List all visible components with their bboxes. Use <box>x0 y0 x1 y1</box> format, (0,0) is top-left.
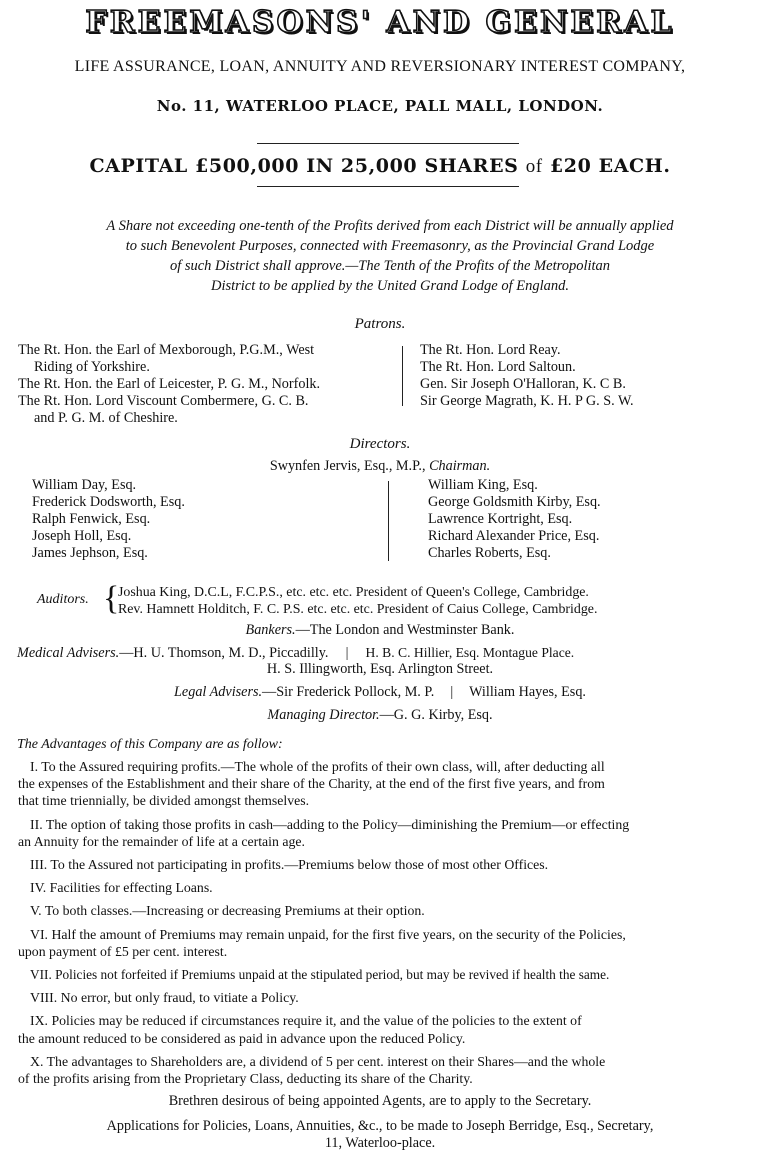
director: Ralph Fenwick, Esq. <box>32 511 151 527</box>
patron: The Rt. Hon. Lord Reay. <box>420 342 561 358</box>
medical-adviser: —H. U. Thomson, M. D., Piccadilly. <box>119 645 329 661</box>
capital-of: of <box>525 156 543 177</box>
medical-adviser: H. S. Illingworth, Esq. Arlington Street. <box>266 661 494 677</box>
managing-line <box>0 707 760 724</box>
advantage-item: VII. Policies not forfeited if Premiums unpaid at the stipulated period, but may be revived if health the same. <box>30 967 610 983</box>
director: Lawrence Kortright, Esq. <box>428 511 573 527</box>
bankers-label: Bankers. <box>245 622 296 638</box>
patron: The Rt. Hon. the Earl of Leicester, P. G. M., Norfolk. <box>18 376 321 392</box>
capital-amount: CAPITAL £500,000 IN 25,000 SHARES <box>89 155 519 177</box>
separator: | <box>345 645 349 661</box>
advantage-item: IV. Facilities for effecting Loans. <box>30 880 213 896</box>
director: Richard Alexander Price, Esq. <box>428 528 600 544</box>
advantage-item <box>18 926 753 960</box>
patron: The Rt. Hon. Lord Viscount Combermere, G. C. B. <box>18 393 309 409</box>
legal-adviser: William Hayes, Esq. <box>469 684 586 700</box>
advantage-text: the expenses of the Establishment and their share of the Charity, at the end of the first five years, and from <box>18 776 605 792</box>
advantage-text: VI. Half the amount of Premiums may remain unpaid, for the first five years, on the security of the Policies, <box>30 926 626 942</box>
patron: Sir George Magrath, K. H. P G. S. W. <box>420 393 634 409</box>
advantage-item: VIII. No error, but only fraud, to vitiate a Policy. <box>30 990 299 1006</box>
legal-line <box>0 684 760 701</box>
secretary-address: 11, Waterloo-place. <box>324 1135 436 1151</box>
patron: Riding of Yorkshire. <box>34 359 150 375</box>
company-address: No. 11, WATERLOO PLACE, PALL MALL, LONDON. <box>156 97 604 115</box>
director: Frederick Dodsworth, Esq. <box>32 494 185 510</box>
directors-right <box>428 477 601 562</box>
auditors-list <box>118 584 597 618</box>
patron: Gen. Sir Joseph O'Halloran, K. C B. <box>420 376 626 392</box>
advantage-item: III. To the Assured not participating in profits.—Premiums below those of most other Offices. <box>30 857 549 873</box>
advantage-item: V. To both classes.—Increasing or decreasing Premiums at their option. <box>30 903 425 919</box>
company-title: FREEMASONS' AND GENERAL <box>85 5 675 40</box>
auditors-label: Auditors. <box>37 592 89 607</box>
directors-heading: Directors. <box>349 436 411 452</box>
chairman-line <box>0 458 760 475</box>
notice-line: District to be applied by the United Grand Lodge of England. <box>210 278 570 294</box>
auditor: Joshua King, D.C.L, F.C.P.S., etc. etc. etc. President of Queen's College, Cambridge. <box>118 585 589 600</box>
patrons-right <box>420 342 634 410</box>
patrons-heading: Patrons. <box>354 316 406 332</box>
medical-label: Medical Advisers. <box>17 645 120 661</box>
medical-adviser: H. B. C. Hillier, Esq. Montague Place. <box>365 645 575 660</box>
auditor: Rev. Hamnett Holditch, F. C. P.S. etc. etc. etc. President of Caius College, Cambridge. <box>118 602 598 617</box>
notice-line: to such Benevolent Purposes, connected with Freemasonry, as the Provincial Grand Lodge <box>125 238 655 254</box>
directors-left <box>32 477 185 562</box>
patron: The Rt. Hon. Lord Saltoun. <box>420 359 576 375</box>
advantage-text: of the profits arising from the Proprietary Class, deducting its share of the Charity. <box>18 1071 473 1087</box>
bankers-value: —The London and Westminster Bank. <box>295 622 515 638</box>
company-subtitle: LIFE ASSURANCE, LOAN, ANNUITY AND REVERSIONARY INTEREST COMPANY, <box>74 58 686 75</box>
advantage-item <box>18 1012 753 1046</box>
patrons-left <box>18 342 320 427</box>
advantage-item <box>18 758 753 810</box>
advantage-item <box>18 1053 753 1087</box>
auditors-brace-icon: { <box>103 580 120 617</box>
director: Charles Roberts, Esq. <box>428 545 551 561</box>
advantage-item <box>18 816 753 850</box>
patron: The Rt. Hon. the Earl of Mexborough, P.G.M., West <box>18 342 315 358</box>
advantage-text: IX. Policies may be reduced if circumstances require it, and the value of the policies to the extent of <box>30 1013 582 1029</box>
advantage-text: an Annuity for the remainder of life at a certain age. <box>18 833 305 849</box>
applications-notice: Applications for Policies, Loans, Annuities, &c., to be made to Joseph Berridge, Esq., Secretary, <box>106 1118 654 1134</box>
advantage-text: X. The advantages to Shareholders are, a dividend of 5 per cent. interest on their Shares—and the whole <box>30 1053 606 1069</box>
patrons-divider <box>402 346 403 406</box>
legal-adviser: —Sir Frederick Pollock, M. P. <box>262 684 435 700</box>
bottom-rule <box>257 186 519 187</box>
advantage-text: upon payment of £5 per cent. interest. <box>18 943 228 959</box>
managing-label: Managing Director. <box>267 707 380 723</box>
separator: | <box>450 684 454 700</box>
director: Joseph Holl, Esq. <box>32 528 132 544</box>
advantage-text: II. The option of taking those profits in cash—adding to the Policy—diminishing the Premium—or effecting <box>30 816 630 832</box>
director: William King, Esq. <box>428 477 538 493</box>
advantage-text: that time triennially, be divided amongst themselves. <box>18 793 310 809</box>
notice-line: A Share not exceeding one-tenth of the Profits derived from each District will be annually applied <box>106 218 674 234</box>
legal-label: Legal Advisers. <box>174 684 263 700</box>
advantage-text: I. To the Assured requiring profits.—The whole of the profits of their own class, will, after deducting all <box>30 759 605 774</box>
top-rule <box>257 143 519 144</box>
director: William Day, Esq. <box>32 477 137 493</box>
patron: and P. G. M. of Cheshire. <box>34 410 178 426</box>
directors-divider <box>388 481 389 561</box>
notice-line: of such District shall approve.—The Tenth of the Profits of the Metropolitan <box>169 258 611 274</box>
chairman-name: Swynfen Jervis, Esq., M.P., <box>269 458 426 474</box>
charity-notice <box>20 216 760 296</box>
agents-notice: Brethren desirous of being appointed Agents, are to apply to the Secretary. <box>168 1093 592 1109</box>
director: George Goldsmith Kirby, Esq. <box>428 494 601 510</box>
capital-each: £20 EACH. <box>549 155 671 177</box>
managing-director: —G. G. Kirby, Esq. <box>379 707 493 723</box>
medical-line <box>17 645 757 662</box>
advantages-heading: The Advantages of this Company are as follow: <box>17 737 283 752</box>
capital-statement <box>0 155 760 178</box>
chairman-title: Chairman. <box>429 458 491 474</box>
advantages-list <box>18 758 753 1087</box>
bankers-line <box>0 622 760 639</box>
advantage-text: the amount reduced to be considered as paid in advance upon the reduced Policy. <box>18 1030 466 1046</box>
director: James Jephson, Esq. <box>32 545 148 561</box>
